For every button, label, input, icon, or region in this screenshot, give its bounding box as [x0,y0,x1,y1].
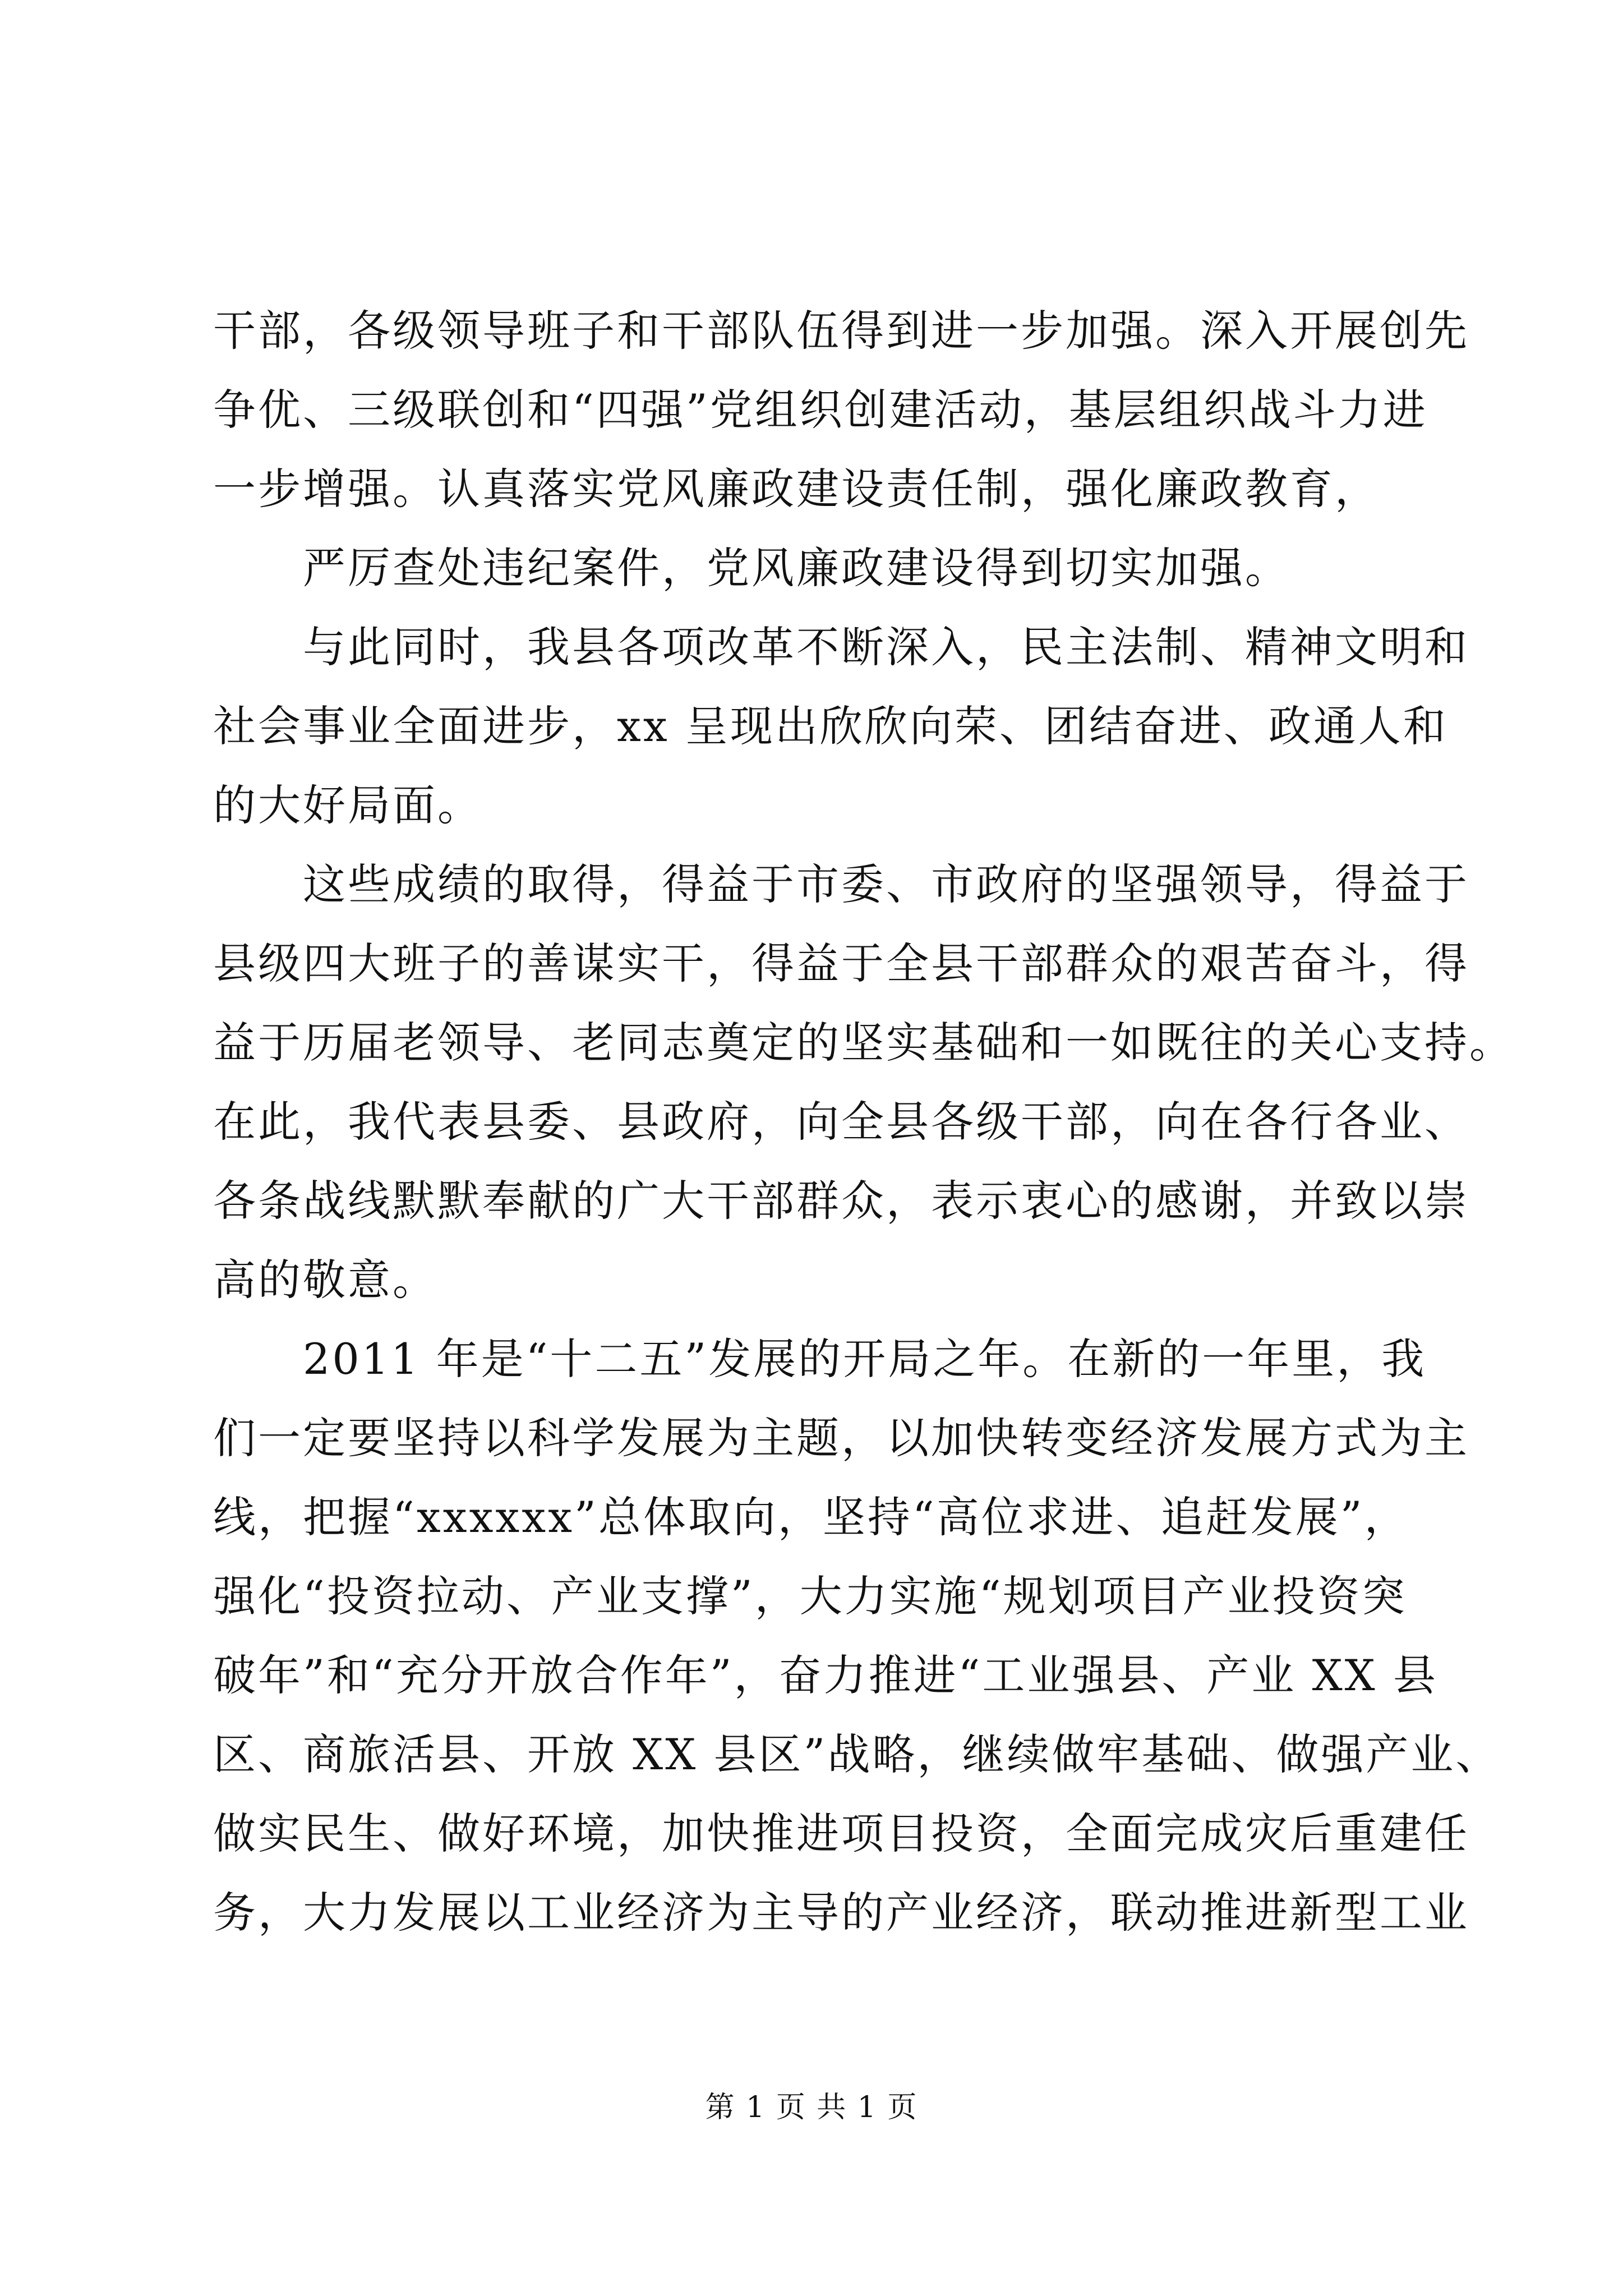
text-line-9: 县级四大班子的善谋实干，得益于全县干部群众的艰苦奋斗，得 [213,938,1469,988]
text-line-21: 务，大力发展以工业经济为主导的产业经济，联动推进新型工业 [213,1888,1469,1938]
text-line-19: 区、商旅活县、开放 XX 县区”战略，继续做牢基础、做强产业、 [213,1729,1501,1779]
text-line-2: 争优、三级联创和“四强”党组织创建活动，基层组织战斗力进 [213,385,1428,435]
text-line-11: 在此，我代表县委、县政府，向全县各级干部，向在各行各业、 [213,1097,1469,1147]
text-line-6: 社会事业全面进步，xx 呈现出欣欣向荣、团结奋进、政通人和 [213,701,1448,751]
text-line-13: 高的敬意。 [213,1255,437,1305]
text-line-14: 2011 年是“十二五”发展的开局之年。在新的一年里，我 [303,1334,1427,1384]
text-line-5: 与此同时，我县各项改革不断深入，民主法制、精神文明和 [303,622,1469,672]
text-line-4: 严厉查处违纪案件，党风廉政建设得到切实加强。 [303,543,1290,593]
text-line-1: 干部，各级领导班子和干部队伍得到进一步加强。深入开展创先 [213,306,1469,356]
text-line-18: 破年”和“充分开放合作年”，奋力推进“工业强县、产业 XX 县 [213,1650,1438,1700]
text-line-16: 线，把握“xxxxxx”总体取向，坚持“高位求进、追赶发展”， [213,1492,1409,1542]
text-line-10: 益于历届老领导、老同志奠定的坚实基础和一如既往的关心支持。 [213,1018,1514,1068]
text-line-15: 们一定要坚持以科学发展为主题，以加快转变经济发展方式为主 [213,1413,1469,1463]
page-footer [0,2088,1623,2127]
text-line-20: 做实民生、做好环境，加快推进项目投资，全面完成灾后重建任 [213,1809,1469,1858]
text-line-7: 的大好局面。 [213,780,482,830]
text-line-8: 这些成绩的取得，得益于市委、市政府的坚强领导，得益于 [303,859,1469,909]
page-number-label: 第 1 页 共 1 页 [705,2091,918,2124]
text-line-12: 各条战线默默奉献的广大干部群众，表示衷心的感谢，并致以崇 [213,1176,1469,1226]
text-line-17: 强化“投资拉动、产业支撑”，大力实施“规划项目产业投资突 [213,1571,1407,1621]
text-line-3: 一步增强。认真落实党风廉政建设责任制，强化廉政教育， [213,464,1380,514]
